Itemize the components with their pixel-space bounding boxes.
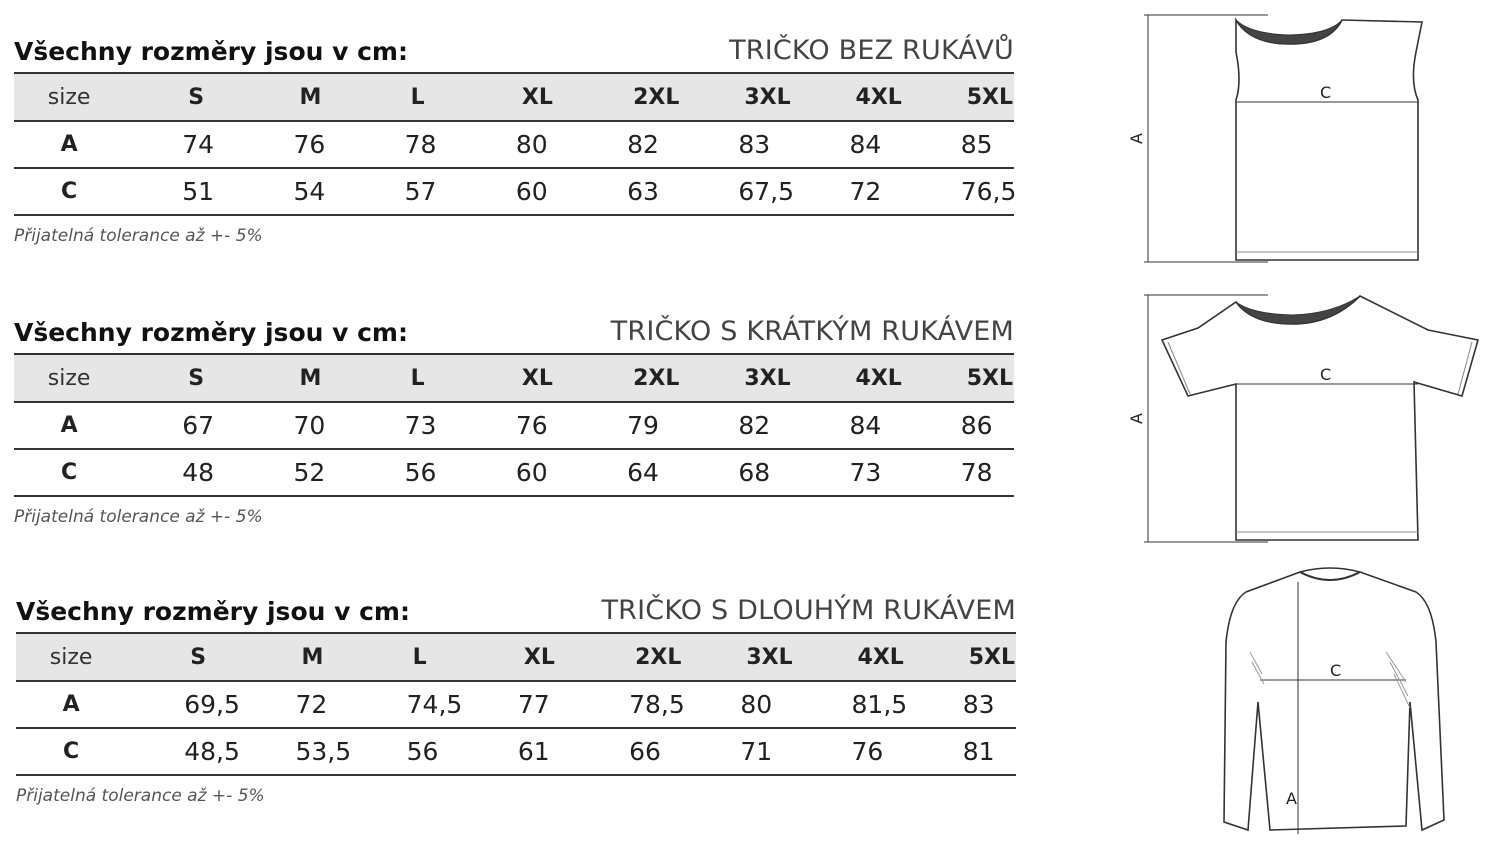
table-cell: 81,5 [794, 681, 905, 728]
row-label: C [16, 728, 126, 775]
size-header-m: M [237, 633, 348, 681]
size-header-xl: XL [458, 73, 569, 121]
table-cell: 67,5 [680, 168, 791, 215]
row-label: A [16, 681, 126, 728]
table-cell: 84 [792, 121, 903, 168]
table-cell: 60 [458, 449, 569, 496]
units-heading: Všechny rozměry jsou v cm: [16, 597, 410, 626]
size-header-3xl: 3XL [680, 73, 791, 121]
table-cell: 76 [235, 121, 346, 168]
size-block-short-sleeve [14, 311, 1014, 527]
table-cell: 80 [682, 681, 793, 728]
size-header-4xl: 4XL [792, 73, 903, 121]
table-header-row [16, 633, 1016, 681]
shirt-outline-icon [1128, 290, 1493, 550]
size-header-3xl: 3XL [680, 354, 791, 402]
row-label: C [14, 449, 124, 496]
block-heading [14, 311, 1014, 353]
table-cell: 73 [347, 402, 458, 449]
product-title: TRIČKO S KRÁTKÝM RUKÁVEM [610, 316, 1014, 347]
table-cell: 72 [792, 168, 903, 215]
size-header-s: S [126, 633, 237, 681]
table-row-a [16, 681, 1016, 728]
table-cell: 78 [903, 449, 1014, 496]
size-header-xl: XL [458, 354, 569, 402]
size-header-5xl: 5XL [905, 633, 1016, 681]
table-cell: 76,5 [903, 168, 1014, 215]
label-a: A [1128, 413, 1146, 424]
row-label: C [14, 168, 124, 215]
table-cell: 56 [347, 449, 458, 496]
table-cell: 76 [794, 728, 905, 775]
long-sleeve-shirt-diagram [1210, 562, 1450, 847]
label-a: A [1286, 789, 1297, 808]
table-cell: 86 [903, 402, 1014, 449]
size-header-2xl: 2XL [569, 73, 680, 121]
row-label: A [14, 402, 124, 449]
table-cell: 84 [792, 402, 903, 449]
block-heading [14, 30, 1014, 72]
table-cell: 69,5 [126, 681, 237, 728]
table-cell: 76 [458, 402, 569, 449]
table-cell: 70 [235, 402, 346, 449]
product-title: TRIČKO BEZ RUKÁVŮ [729, 35, 1014, 66]
table-row-c [14, 449, 1014, 496]
table-header-row [14, 354, 1014, 402]
table-cell: 81 [905, 728, 1016, 775]
table-cell: 68 [680, 449, 791, 496]
size-block-sleeveless [14, 30, 1017, 246]
label-c: C [1330, 661, 1342, 680]
table-row-c [16, 728, 1016, 775]
table-cell: 82 [569, 121, 680, 168]
table-cell: 78,5 [571, 681, 682, 728]
table-cell: 56 [349, 728, 460, 775]
size-table [14, 353, 1014, 497]
size-header-m: M [235, 354, 346, 402]
table-cell: 52 [235, 449, 346, 496]
size-header-label: size [14, 73, 124, 121]
table-row-a [14, 402, 1014, 449]
table-cell: 54 [235, 168, 346, 215]
table-cell: 82 [680, 402, 791, 449]
table-cell: 83 [680, 121, 791, 168]
size-header-2xl: 2XL [569, 354, 680, 402]
table-cell: 48 [124, 449, 235, 496]
table-cell: 83 [905, 681, 1016, 728]
tolerance-note: Přijatelná tolerance až +- 5% [14, 507, 263, 527]
size-header-5xl: 5XL [903, 73, 1014, 121]
shirt-outline-icon [1210, 562, 1450, 847]
size-table [14, 72, 1017, 216]
size-header-l: L [347, 73, 458, 121]
product-title: TRIČKO S DLOUHÝM RUKÁVEM [601, 595, 1016, 626]
size-header-4xl: 4XL [792, 354, 903, 402]
label-a: A [1128, 133, 1146, 144]
size-header-s: S [124, 354, 235, 402]
tolerance-note: Přijatelná tolerance až +- 5% [14, 226, 263, 246]
size-header-xl: XL [460, 633, 571, 681]
short-sleeve-shirt-diagram [1128, 290, 1493, 550]
table-cell: 77 [460, 681, 571, 728]
size-header-l: L [347, 354, 458, 402]
table-cell: 85 [903, 121, 1014, 168]
table-cell: 60 [458, 168, 569, 215]
table-header-row [14, 73, 1014, 121]
sleeveless-shirt-diagram [1128, 10, 1428, 270]
table-cell: 80 [458, 121, 569, 168]
table-cell: 73 [792, 449, 903, 496]
size-block-long-sleeve [16, 590, 1016, 806]
table-cell: 63 [569, 168, 680, 215]
table-cell: 53,5 [237, 728, 348, 775]
size-header-l: L [349, 633, 460, 681]
size-header-5xl: 5XL [903, 354, 1014, 402]
table-cell: 64 [569, 449, 680, 496]
size-header-label: size [14, 354, 124, 402]
tolerance-note: Přijatelná tolerance až +- 5% [16, 786, 265, 806]
row-label: A [14, 121, 124, 168]
size-header-3xl: 3XL [682, 633, 793, 681]
table-cell: 74 [124, 121, 235, 168]
table-cell: 57 [347, 168, 458, 215]
size-header-2xl: 2XL [571, 633, 682, 681]
shirt-outline-icon [1128, 10, 1428, 270]
label-c: C [1320, 83, 1332, 102]
table-cell: 61 [460, 728, 571, 775]
size-table [16, 632, 1016, 776]
table-cell: 51 [124, 168, 235, 215]
size-header-m: M [235, 73, 346, 121]
units-heading: Všechny rozměry jsou v cm: [14, 318, 408, 347]
table-cell: 72 [237, 681, 348, 728]
table-cell: 66 [571, 728, 682, 775]
table-cell: 78 [347, 121, 458, 168]
table-cell: 48,5 [126, 728, 237, 775]
table-cell: 79 [569, 402, 680, 449]
label-c: C [1320, 365, 1332, 384]
size-header-s: S [124, 73, 235, 121]
size-header-label: size [16, 633, 126, 681]
table-cell: 67 [124, 402, 235, 449]
table-row-a [14, 121, 1014, 168]
table-cell: 74,5 [349, 681, 460, 728]
table-row-c [14, 168, 1014, 215]
table-cell: 71 [682, 728, 793, 775]
units-heading: Všechny rozměry jsou v cm: [14, 37, 408, 66]
block-heading [16, 590, 1016, 632]
size-header-4xl: 4XL [794, 633, 905, 681]
